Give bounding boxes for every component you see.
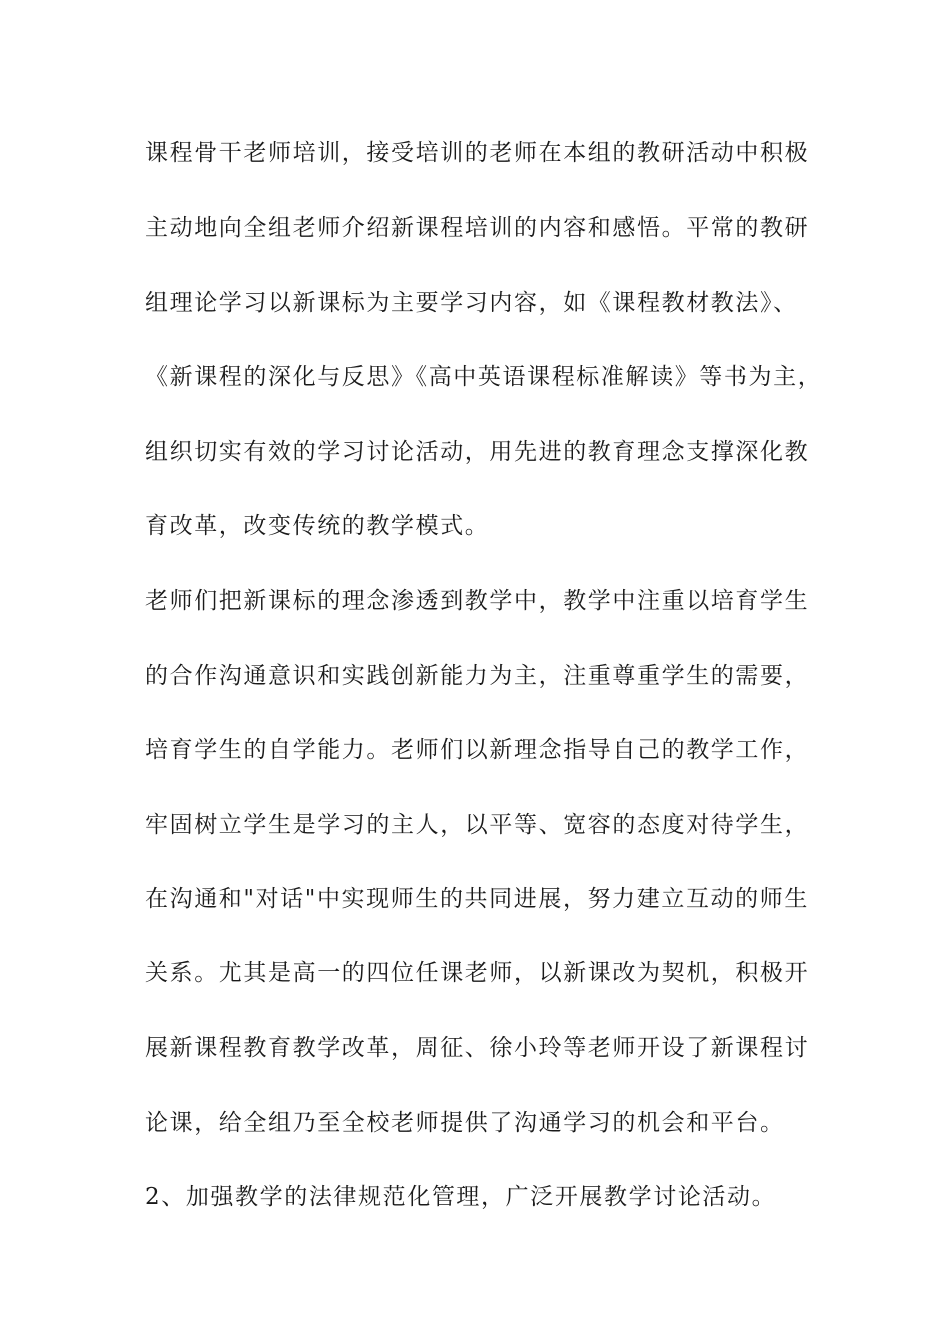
paragraph-line: 论课，给全组乃至全校老师提供了沟通学习的机会和平台。 — [145, 1110, 785, 1136]
paragraph-line: 育改革，改变传统的教学模式。 — [145, 513, 490, 539]
paragraph-line: 课程骨干老师培训，接受培训的老师在本组的教研活动中积极 — [145, 140, 810, 166]
paragraph-line: 培育学生的自学能力。老师们以新理念指导自己的教学工作， — [145, 737, 810, 763]
paragraph-line: 老师们把新课标的理念渗透到教学中，教学中注重以培育学生 — [145, 588, 810, 614]
section-heading: 2、加强教学的法律规范化管理，广泛开展教学讨论活动。 — [145, 1184, 777, 1210]
paragraph-line: 在沟通和"对话"中实现师生的共同进展，努力建立互动的师生 — [145, 886, 809, 912]
paragraph-line: 关系。尤其是高一的四位任课老师，以新课改为契机，积极开 — [145, 960, 810, 986]
paragraph-line: 《新课程的深化与反思》《高中英语课程标准解读》等书为主， — [145, 364, 823, 390]
paragraph-line: 的合作沟通意识和实践创新能力为主，注重尊重学生的需要， — [145, 663, 810, 689]
paragraph-line: 组理论学习以新课标为主要学习内容，如《课程教材教法》、 — [145, 290, 798, 316]
paragraph-line: 组织切实有效的学习讨论活动，用先进的教育理念支撑深化教 — [145, 439, 810, 465]
paragraph-line: 展新课程教育教学改革，周征、徐小玲等老师开设了新课程讨 — [145, 1035, 810, 1061]
paragraph-line: 牢固树立学生是学习的主人，以平等、宽容的态度对待学生， — [145, 812, 810, 838]
paragraph-line: 主动地向全组老师介绍新课程培训的内容和感悟。平常的教研 — [145, 215, 810, 241]
